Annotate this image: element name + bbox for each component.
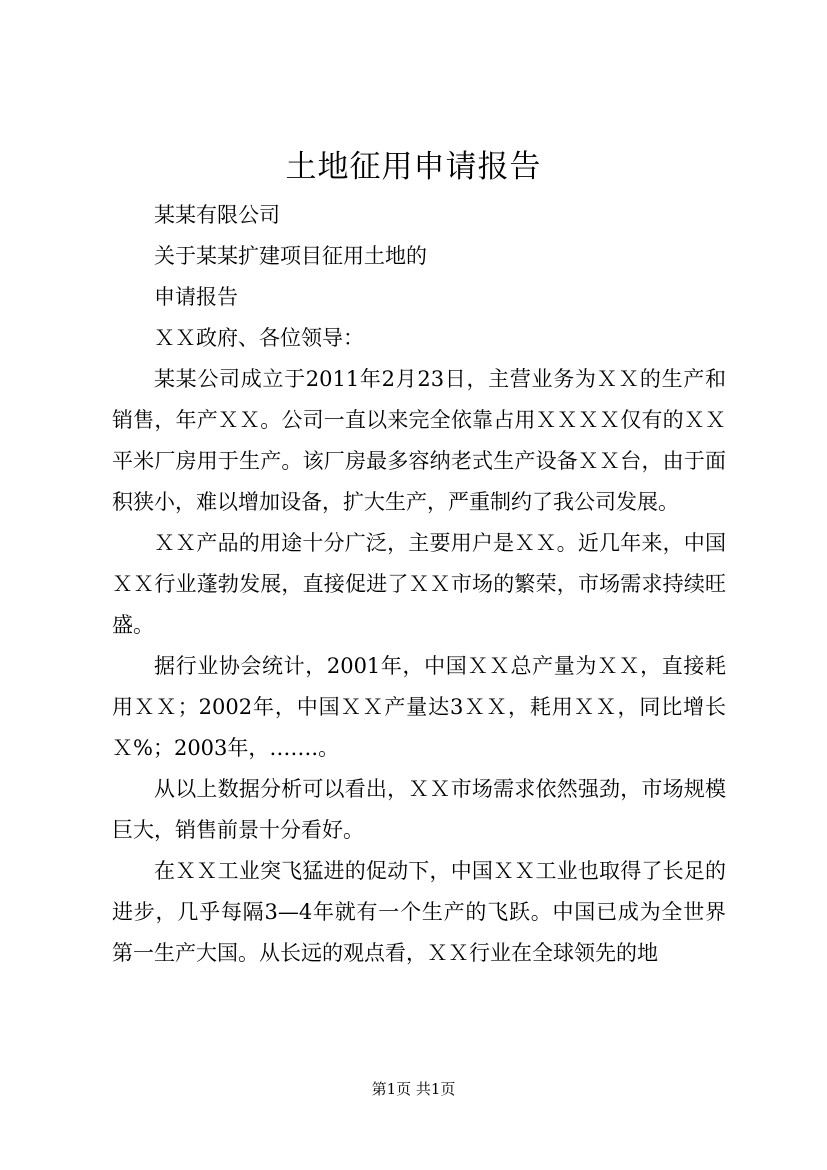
salutation: ＸＸ政府、各位领导： — [154, 326, 364, 350]
paragraph: 从以上数据分析可以看出，ＸＸ市场需求依然强劲，市场规模巨大，销售前景十分看好。 — [112, 777, 726, 842]
paragraph: 某某公司成立于2011年2月23日，主营业务为ＸＸ的生产和销售，年产ＸＸ。公司一直以来完全依靠占用ＸＸＸＸ仅有的ＸＸ平米厂房用于生产。该厂房最多容纳老式生产设备ＸＸ台，由于面积狭小，难以增加设备，扩大生产，严重制约了我公司发展。 — [112, 367, 726, 514]
paragraph: ＸＸ产品的用途十分广泛，主要用户是ＸＸ。近几年来，中国ＸＸ行业蓬勃发展，直接促进了ＸＸ市场的繁荣，市场需求持续旺盛。 — [112, 531, 726, 637]
paragraph: 据行业协会统计，2001年，中国ＸＸ总产量为ＸＸ，直接耗用ＸＸ；2002年，中国ＸＸ产量达3ＸＸ，耗用ＸＸ，同比增长Ｘ%；2003年，…….。 — [112, 654, 726, 760]
paragraph: 在ＸＸ工业突飞猛进的促动下，中国ＸＸ工业也取得了长足的进步，几乎每隔3—4年就有一个生产的飞跃。中国已成为全世界第一生产大国。从长远的观点看，ＸＸ行业在全球领先的地 — [112, 859, 726, 965]
company-name: 某某有限公司 — [154, 203, 280, 227]
document-body — [112, 195, 726, 974]
page-number-footer: 第1页 共1页 — [371, 1080, 456, 1098]
subject-line: 关于某某扩建项目征用土地的 — [154, 244, 427, 268]
subject-line-continued: 申请报告 — [154, 285, 238, 309]
document-title: 土地征用申请报告 — [285, 149, 542, 185]
